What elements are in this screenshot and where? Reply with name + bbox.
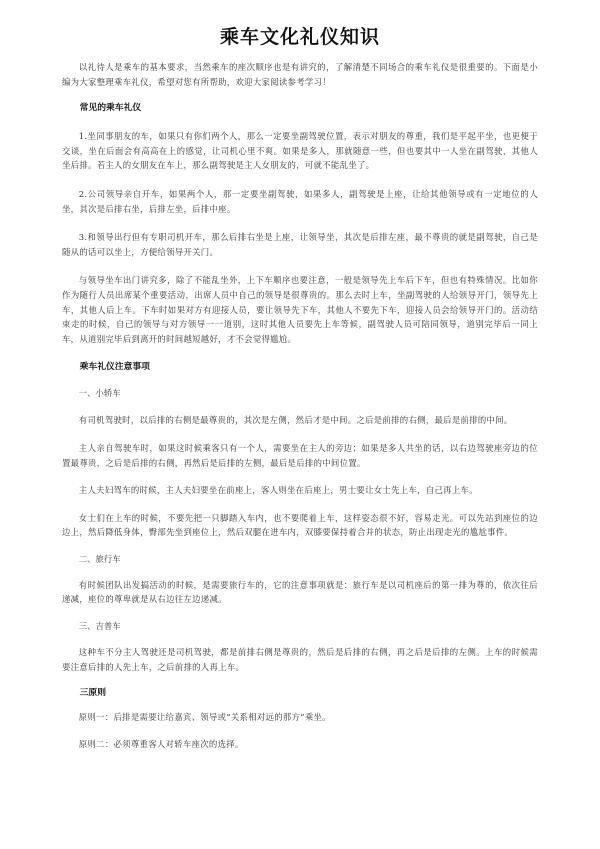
intro-paragraph: 以礼待人是乘车的基本要求，当然乘车的座次顺序也是有讲究的，了解清楚不同场合的乘车礼仪是很重要的。下面是小编为大家整理乘车礼仪，希望对您有所帮助，欢迎大家阅读参考学习！ xyxy=(62,62,538,87)
paragraph: 有司机驾驶时，以后排的右侧是最尊贵的，其次是左侧，然后才是中间。之后是前排的右侧，最后是前排的中间。 xyxy=(78,415,513,426)
page-title: 乘车文化礼仪知识 xyxy=(219,26,380,48)
paragraph: 1.坐同事朋友的车，如果只有你们两个人，那么一定要坐副驾驶位置，表示对朋友的尊重，我们是平起平坐，也更便于交谈，坐在后面会有高高在上的感觉，让司机心里不爽。如果是多人，那就随意一些，但也要其中一人坐在副驾驶，其他人坐后排。若主人的女朋友在车上，那么副驾驶是主人女朋友的，可就不能乱坐了。 xyxy=(62,131,538,171)
section-heading: 常见的乘车礼仪 xyxy=(79,103,142,114)
sub-heading: 一、小轿车 xyxy=(78,388,121,399)
sub-heading: 二、旅行车 xyxy=(78,553,121,564)
paragraph: 有时候团队出发搞活动的时候，是需要旅行车的，它的注意事项就是：旅行车是以司机座后的第一排为尊的，依次往后递减，座位的尊卑就是从右边往左边递减。 xyxy=(62,579,538,605)
section-heading: 乘车礼仪注意事项 xyxy=(79,362,150,373)
paragraph: 与领导坐车出门讲究多，除了不能乱坐外，上下车顺序也要注意，一般是领导先上车后下车，但也有特殊情况。比如你作为随行人员出席某个重要活动，出席人员中自己的领导是很尊贵的。那么去时上车，坐副驾驶的人给领导开门，领导先上车，其他人后上车。下车时如果对方有迎接人员，要让领导先下车，其他人不要先下车，迎接人员会给领导开门的。活动结束走的时候，自己的领导与对方领导一一道别，这时其他人员要先上车等候，副驾驶人员可陪同领导，道别完毕后一同上车，从道别完毕后到离开的时间越短越好，才不会觉得尴尬。 xyxy=(62,275,538,344)
paragraph: 原则一：后排是需要让给嘉宾、领导或“关系相对远的那方”乘坐。 xyxy=(78,712,331,723)
paragraph: 女士们在上车的时候，不要先把一只脚踏入车内，也不要爬着上车，这样姿态很不好，容易走光。可以先站到座位的边边上，然后降低身体，臀部先坐到座位上，然后双腿在进车内，双膝要保持着合并的状态，防止出现走光的尴尬事件。 xyxy=(62,512,538,538)
paragraph: 这种车不分主人驾驶还是司机驾驶，都是前排右侧是尊贵的，然后是后排的右侧，再之后是后排的左侧。上车的时候需要注意后排的人先上车，之后前排的人再上车。 xyxy=(62,647,538,672)
paragraph: 主人夫妇驾车的时候，主人夫妇要坐在前座上，客人则坐在后座上，男士要让女士先上车，自己再上车。 xyxy=(78,485,478,496)
section-heading: 三原则 xyxy=(79,688,106,699)
sub-heading: 三、吉普车 xyxy=(78,621,121,632)
paragraph: 2.公司领导亲自开车，如果两个人，那一定要坐副驾驶，如果多人，副驾驶是上座，让给其他领导或有一定地位的人坐，其次是后排右坐，后排左坐，后排中座。 xyxy=(62,188,538,214)
paragraph: 主人亲自驾驶车时，如果这时候乘客只有一个人，需要坐在主人的旁边；如果是多人共坐的话，以右边驾驶座旁边的位置最尊贵，之后是后排的右侧，再然后是后排的左侧，最后是后排的中间位置。 xyxy=(62,442,538,468)
paragraph: 3.和领导出行但有专职司机开车，那么后排右坐是上座，让领导坐，其次是后排左座，最不尊贵的就是副驾驶，自己是随从的话可以坐上，方便给领导开关门。 xyxy=(62,232,538,257)
paragraph: 原则二：必须尊重客人对轿车座次的选择。 xyxy=(78,738,244,749)
